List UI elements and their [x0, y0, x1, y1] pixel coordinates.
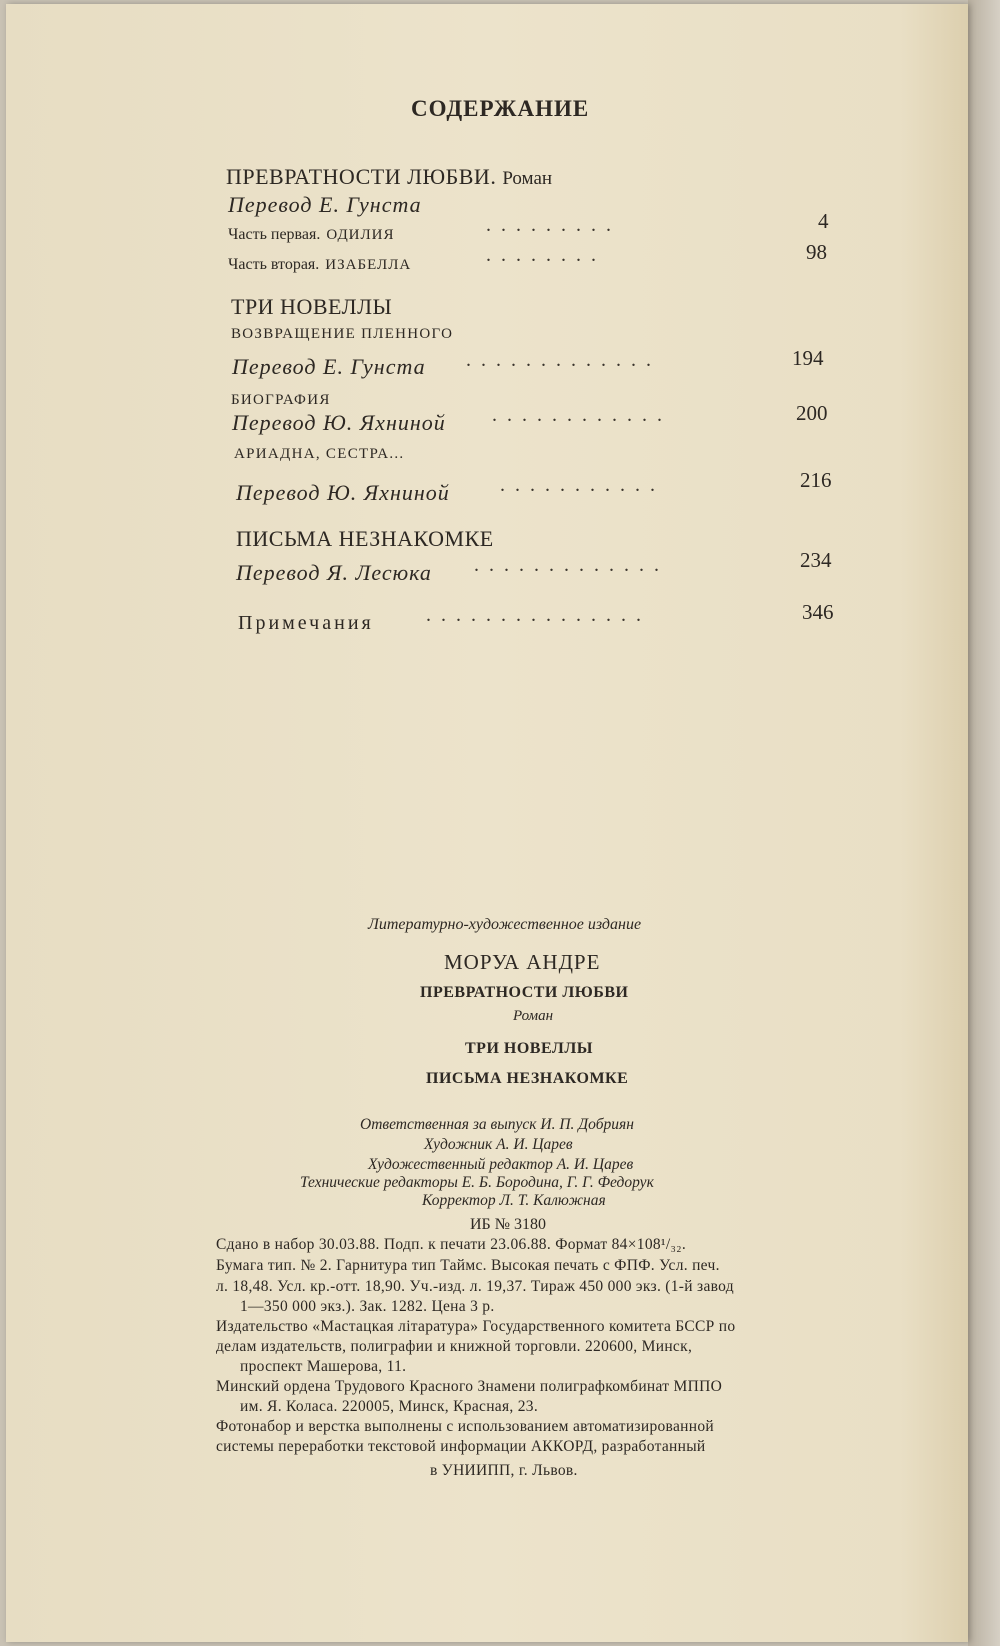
- toc-entry-part1: [228, 226, 395, 244]
- imprint-line: 1—350 000 экз.). Зак. 1282. Цена 3 р.: [240, 1298, 495, 1315]
- imprint-line: л. 18,48. Усл. кр.-отт. 18,90. Уч.-изд. л. 19,37. Тираж 450 000 экз. (1-й завод: [216, 1278, 734, 1295]
- dot-leader: ...............: [426, 604, 651, 626]
- dot-leader: .............: [474, 554, 669, 576]
- credit-line: Ответственная за выпуск И. П. Добриян: [360, 1116, 634, 1133]
- novellas-title: ТРИ НОВЕЛЛЫ: [231, 294, 393, 319]
- imprint-line: Бумага тип. № 2. Гарнитура тип Таймс. Высокая печать с ФПФ. Усл. печ.: [216, 1257, 720, 1274]
- story1-title: ВОЗВРАЩЕНИЕ ПЛЕННОГО: [231, 326, 454, 342]
- ib-number: ИБ № 3180: [470, 1216, 547, 1233]
- novel-title: ПРЕВРАТНОСТИ ЛЮБВИ.: [226, 164, 497, 189]
- story3-translator: Перевод Ю. Яхниной: [236, 480, 450, 505]
- dot-leader: ........: [486, 244, 606, 266]
- credit-line: Художественный редактор А. И. Царев: [368, 1156, 634, 1173]
- story2-page: 200: [796, 401, 828, 425]
- credit-line: Технические редакторы Е. Б. Бородина, Г. Г. Федорук: [300, 1174, 654, 1191]
- dot-leader: ...........: [500, 474, 665, 496]
- part2-title: ИЗАБЕЛЛА: [325, 257, 412, 273]
- imprint-line: делам издательств, полиграфии и книжной торговли. 220600, Минск,: [216, 1338, 693, 1355]
- toc-title: СОДЕРЖАНИЕ: [411, 96, 590, 121]
- imprint-line: Фотонабор и верстка выполнены с использованием автоматизированной: [216, 1418, 714, 1435]
- imprint-line: Минский ордена Трудового Красного Знамени полиграфкомбинат МППО: [216, 1378, 723, 1395]
- credit-line: Корректор Л. Т. Калюжная: [422, 1192, 606, 1209]
- novel-heading: [226, 164, 552, 190]
- dot-leader: ............: [492, 404, 672, 426]
- dot-leader: .............: [466, 349, 661, 371]
- part2-page: 98: [806, 240, 827, 264]
- novel-genre: Роман: [502, 168, 553, 189]
- part2-label: Часть вторая.: [228, 256, 320, 273]
- dot-leader: .........: [486, 214, 621, 236]
- story3-page: 216: [800, 468, 832, 492]
- background-surface: [968, 0, 1000, 1646]
- story2-title: БИОГРАФИЯ: [231, 392, 331, 408]
- imprint-line: в УНИИПП, г. Львов.: [430, 1462, 578, 1479]
- imprint-line: системы переработки текстовой информации АККОРД, разработанный: [216, 1438, 706, 1455]
- part1-page: 4: [818, 209, 829, 233]
- book-page: [6, 4, 968, 1642]
- notes-page: 346: [802, 600, 834, 624]
- credit-line: Художник А. И. Царев: [424, 1136, 573, 1153]
- story1-translator: Перевод Е. Гунста: [232, 354, 426, 379]
- edition-type: Литературно-художественное издание: [368, 916, 642, 933]
- imprint-line: Сдано в набор 30.03.88. Подп. к печати 23.06.88. Формат 84×108¹/₃₂.: [216, 1236, 687, 1253]
- story3-title: АРИАДНА, СЕСТРА...: [234, 446, 405, 462]
- imprint-line: Издательство «Мастацкая літаратура» Государственного комитета БССР по: [216, 1318, 736, 1335]
- book3-title: ПИСЬМА НЕЗНАКОМКЕ: [426, 1070, 629, 1087]
- notes-title: Примечания: [238, 612, 374, 634]
- toc-entry-part2: [228, 256, 411, 274]
- letters-page: 234: [800, 548, 832, 572]
- book-author: МОРУА АНДРЕ: [444, 950, 601, 974]
- novel-translator: Перевод Е. Гунста: [228, 192, 422, 217]
- book1-genre: Роман: [513, 1008, 554, 1024]
- imprint-line: проспект Машерова, 11.: [240, 1358, 407, 1375]
- book2-title: ТРИ НОВЕЛЛЫ: [465, 1040, 593, 1057]
- story1-page: 194: [792, 346, 824, 370]
- story2-translator: Перевод Ю. Яхниной: [232, 410, 446, 435]
- imprint-line: им. Я. Коласа. 220005, Минск, Красная, 23.: [240, 1398, 539, 1415]
- letters-translator: Перевод Я. Лесюка: [236, 560, 432, 585]
- part1-label: Часть первая.: [228, 226, 321, 243]
- letters-title: ПИСЬМА НЕЗНАКОМКЕ: [236, 526, 494, 551]
- part1-title: ОДИЛИЯ: [326, 227, 395, 243]
- book1-title: ПРЕВРАТНОСТИ ЛЮБВИ: [420, 984, 629, 1001]
